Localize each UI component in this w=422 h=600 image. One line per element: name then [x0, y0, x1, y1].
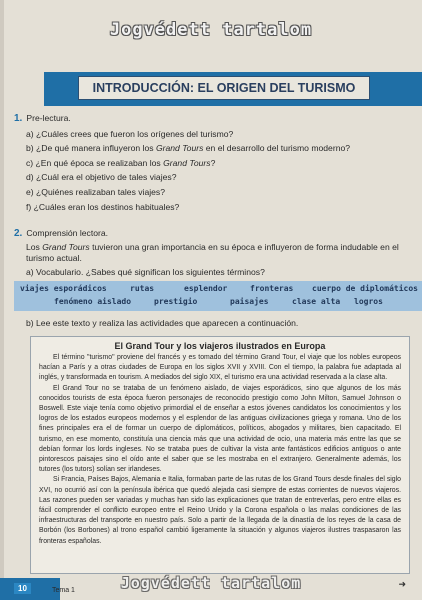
question-d: d) ¿Cuál era el objetivo de tales viajes?: [26, 172, 177, 183]
section-prelectura: [14, 111, 406, 214]
reading-title: El Grand Tour y los viajeros ilustrados en Europa: [114, 341, 326, 351]
vocab-word: fronteras: [250, 284, 294, 293]
footer-tema: Tema 1: [52, 587, 75, 594]
vocab-word: logros: [354, 297, 383, 306]
reading-paragraph-1: El término "turismo" proviene del francés y es tomado del término Grand Tour, el viaje que los nobles europeos hacían a París y a otras ciudades de Europa en los siglos XVII y XVIII. Con el tiempo, la palabra fue adaptada al inglés, y transformada en tourism. A mediados del siglo XIX, el turismo era una actividad reservada a la clase alta.: [39, 354, 401, 382]
vocab-word: paisajes: [230, 297, 269, 306]
vocab-word: cuerpo de diplomáticos: [312, 284, 418, 293]
vocab-word: rutas: [130, 284, 155, 293]
vocab-word: fenómeno aislado: [54, 297, 132, 306]
vocab-word: prestigio: [154, 297, 198, 306]
section-heading-2: 2. Comprensión lectora.: [14, 228, 109, 239]
page-edge: [0, 0, 4, 600]
watermark-top: Jogvédett tartalom: [109, 20, 313, 40]
question-c: c) ¿En qué época se realizaban los Grand Tours?: [26, 157, 216, 168]
watermark-bottom: Jogvédett tartalom: [120, 574, 302, 592]
page-title: INTRODUCCIÓN: EL ORIGEN DEL TURISMO: [78, 76, 370, 100]
vocabulary-question: a) Vocabulario. ¿Sabes qué significan los siguientes términos?: [26, 266, 265, 277]
question-a: a) ¿Cuáles crees que fueron los orígenes del turismo?: [26, 128, 234, 139]
vocab-word: viajes esporádicos: [20, 284, 107, 293]
comprension-intro: Los Grand Tours tuvieron una gran importancia en su época e influyeron de forma indudable en el turismo actual.: [26, 241, 399, 264]
reading-paragraph-2: El Grand Tour no se trataba de un fenómeno aislado, de viajes esporádicos, sino que algunos de los más conocidos tourists de esta época fueron personajes de reconocido prestigio como John Milton, Samuel Johnson o Boswell. Este viaje tenía como objetivo primordial el de enseñar a estos jóvenes candidatos los conocimientos y los logros de los estados europeos modernos y el esplendor de las antiguas civilizaciones griega y romana. Uno de los fines principales era el de formar un cuerpo de diplomáticos, políticos, abogados y militares, bien capacitado. El turismo, en ese momento, constituía una ciencia más que una actividad de ocio, una materia más entre las que se debían formar los lords ingleses. No se trataba pues de cultivar la vista ante fantásticos edificios antiguos o ante pintorescos paisajes sino el oído ante el saber que se les mostraba en el extranjero. Generalmente además, los tutores (los tutors) solían ser irlandeses.: [39, 384, 401, 474]
page-number: 10: [14, 583, 31, 594]
question-b: b) ¿De qué manera influyeron los Grand Tours en el desarrollo del turismo moderno?: [26, 143, 351, 154]
next-arrow-icon: ➜: [398, 579, 406, 589]
activity-b: b) Lee este texto y realiza las actividades que aparecen a continuación.: [26, 318, 299, 328]
section-heading-1: 1. Pre-lectura.: [14, 113, 71, 124]
question-f: f) ¿Cuáles eran los destinos habituales?: [26, 201, 180, 212]
section-comprension: [14, 226, 406, 279]
vocabulary-band: [14, 281, 422, 311]
reading-box: [30, 336, 410, 574]
vocab-word: esplendor: [184, 284, 228, 293]
question-e: e) ¿Quiénes realizaban tales viajes?: [26, 186, 166, 197]
reading-paragraph-3: Si Francia, Países Bajos, Alemania e Italia, formaban parte de las rutas de los Grand Tours desde finales del siglo XVI, no ocurrió así con la península ibérica que quedó alejada casi siempre de estas corrientes de nuevos viajeros. Las razones pueden ser variadas y muchas han sido las explicaciones que tratan de entreverlas, pero entre ellas es fácil comprender el conflicto europeo entre el Reino Unido y la Corona española o las malas condiciones de las infraestructuras del transporte en nuestro país. Solo a partir de la llegada de la dinastía de los reyes de la casa de Borbón (los Borbones) al trono español cambió ligeramente la situación y algunos viajeros ilustres traspasaron las fronteras españolas.: [39, 476, 401, 545]
vocab-word: clase alta: [292, 297, 341, 306]
